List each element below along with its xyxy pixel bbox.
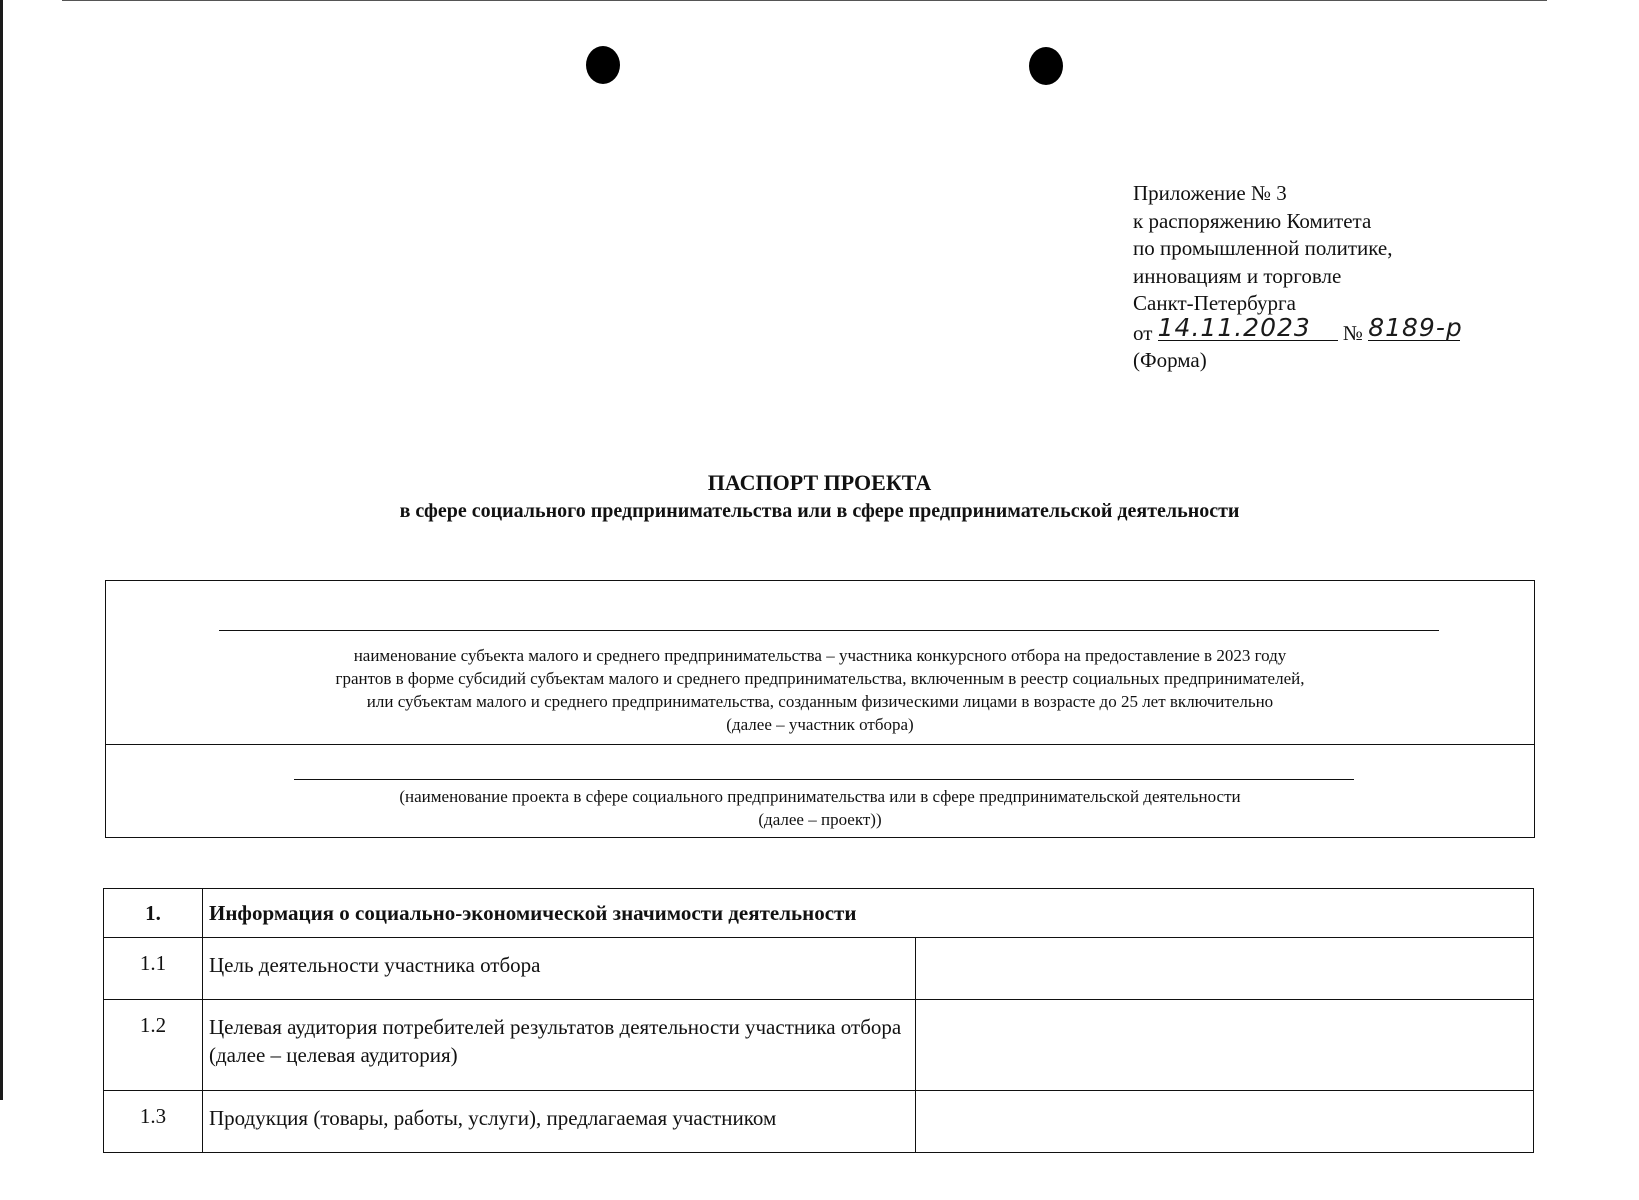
table-row — [104, 938, 1534, 1000]
row-value-cell[interactable] — [916, 1091, 1534, 1153]
row-value-cell[interactable] — [916, 938, 1534, 1000]
caption-line: грантов в форме субсидий субъектам малого и среднего предпринимательства, включенным в реестр социальных предпринимателей, — [335, 669, 1305, 688]
project-caption — [106, 785, 1534, 831]
punch-hole — [586, 46, 620, 84]
appendix-date-line — [1133, 312, 1463, 348]
row-label: Целевая аудитория потребителей результатов деятельности участника отбора (далее – целевая аудитория) — [203, 1000, 916, 1091]
table-section-row — [104, 889, 1534, 938]
caption-line: наименование субъекта малого и среднего предпринимательства – участника конкурсного отбора на предоставление в 2023 году — [353, 646, 1287, 665]
caption-line: (наименование проекта в сфере социального предпринимательства или в сфере предпринимательской деятельности — [399, 787, 1241, 806]
appendix-line: к распоряжению Комитета — [1133, 208, 1372, 233]
caption-line: (далее – проект)) — [758, 810, 882, 829]
row-label: Продукция (товары, работы, услуги), предлагаемая участником — [203, 1091, 916, 1153]
row-number: 1.1 — [104, 938, 203, 1000]
date-prefix: от — [1133, 320, 1153, 345]
participant-name-fill-line — [219, 630, 1439, 631]
row-number: 1.2 — [104, 1000, 203, 1091]
number-blank — [1368, 312, 1463, 342]
project-name-fill-line — [294, 779, 1354, 780]
appendix-line: инновациям и торговле — [1133, 263, 1342, 288]
document-subtitle: в сфере социального предпринимательства или в сфере предпринимательской деятельности — [399, 500, 1240, 522]
info-table — [103, 888, 1534, 1153]
table-row — [104, 1000, 1534, 1091]
participant-caption — [106, 644, 1534, 736]
row-value-cell[interactable] — [916, 1000, 1534, 1091]
date-blank — [1157, 312, 1338, 342]
section-title: Информация о социально-экономической значимости деятельности — [203, 889, 1534, 938]
scan-top-edge — [62, 0, 1547, 1]
handwritten-date: 14.11.2023 — [1157, 312, 1311, 342]
document-title: ПАСПОРТ ПРОЕКТА — [707, 470, 932, 495]
row-number: 1.3 — [104, 1091, 203, 1153]
section-number: 1. — [104, 889, 203, 938]
box-divider — [106, 744, 1534, 745]
scan-left-edge — [0, 0, 3, 1100]
appendix-line: Санкт-Петербурга — [1133, 291, 1296, 315]
participant-project-box — [105, 580, 1535, 838]
appendix-block — [1133, 180, 1463, 375]
caption-line: (далее – участник отбора) — [726, 715, 914, 734]
form-label: (Форма) — [1133, 348, 1207, 372]
row-label: Цель деятельности участника отбора — [203, 938, 916, 1000]
appendix-line: по промышленной политике, — [1133, 236, 1393, 260]
table-row — [104, 1091, 1534, 1153]
appendix-line: Приложение № 3 — [1133, 181, 1287, 205]
number-prefix: № — [1342, 320, 1363, 345]
handwritten-number: 8189-р — [1368, 312, 1463, 342]
caption-line: или субъектам малого и среднего предпринимательства, созданным физическими лицами в возрасте до 25 лет включительно — [366, 692, 1274, 711]
punch-hole — [1029, 47, 1063, 85]
